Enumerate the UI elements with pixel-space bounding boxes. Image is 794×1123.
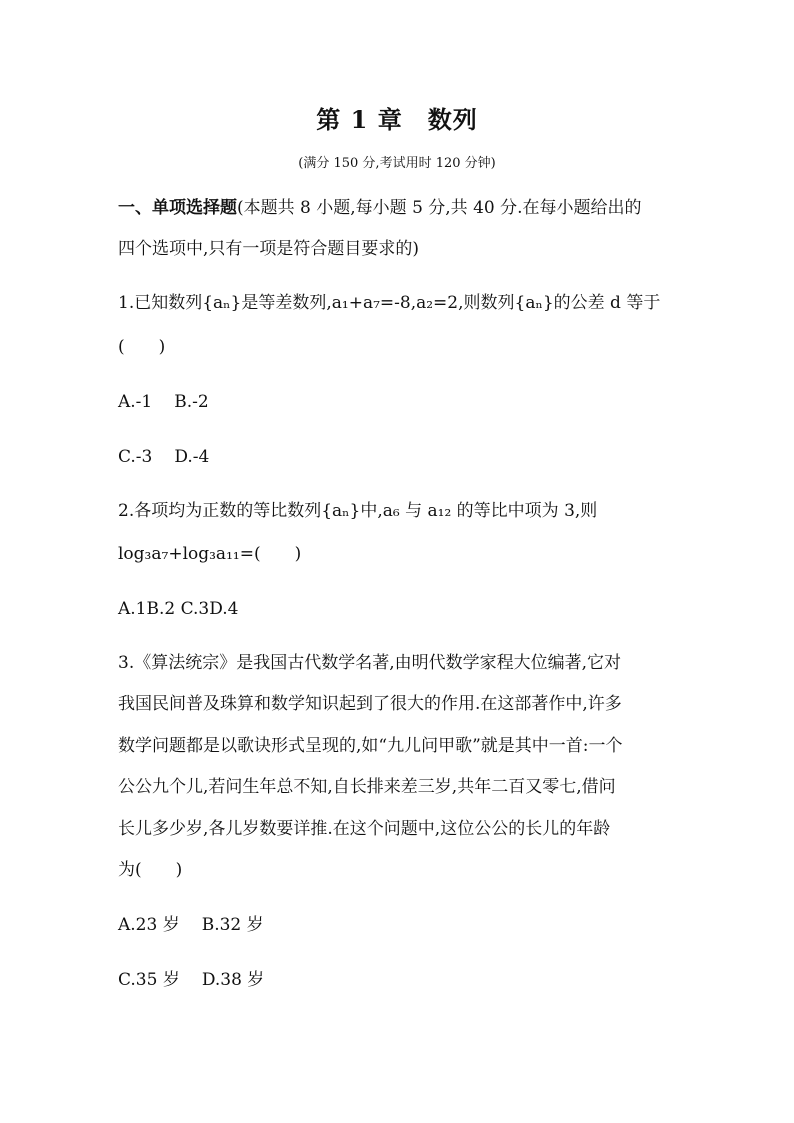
question-3-options-row2	[118, 969, 678, 991]
page-subtitle: (满分 150 分,考试用时 120 分钟)	[298, 156, 496, 171]
question-1-option-b: B.-2	[174, 392, 209, 412]
question-3-stem-line5: 长儿多少岁,各儿岁数要详推.在这个问题中,这位公公的长儿的年龄	[118, 819, 611, 839]
section-description-line1: (本题共 8 小题,每小题 5 分,共 40 分.在每小题给出的	[237, 198, 642, 218]
question-3-stem-line1: 3.《算法统宗》是我国古代数学名著,由明代数学家程大位编著,它对	[118, 653, 622, 673]
question-1-option-a: A.-1	[118, 392, 153, 412]
question-2-options: A.1B.2 C.3D.4	[118, 599, 239, 619]
question-1-stem-line2: ( )	[118, 337, 166, 357]
question-3-stem-line4: 公公九个儿,若问生年总不知,自长排来差三岁,共年二百又零七,借问	[118, 777, 616, 797]
question-3-options-row1	[118, 914, 678, 936]
question-2-stem-line1: 2.各项均为正数的等比数列{aₙ}中,a₆ 与 a₁₂ 的等比中项为 3,则	[118, 501, 598, 521]
section-header-line1	[118, 197, 678, 219]
question-3-option-b: B.32 岁	[201, 915, 264, 935]
question-1-option-d: D.-4	[174, 447, 210, 467]
question-2-stem-line2: log₃a₇+log₃a₁₁=( )	[118, 544, 302, 564]
section-description-line2: 四个选项中,只有一项是符合题目要求的)	[118, 239, 420, 259]
question-3-stem-line2: 我国民间普及珠算和数学知识起到了很大的作用.在这部著作中,许多	[118, 694, 622, 714]
question-1-options-row2	[118, 446, 678, 468]
question-1-options-row1	[118, 391, 678, 413]
page-title: 第 1 章 数列	[316, 105, 478, 134]
question-3-option-d: D.38 岁	[201, 970, 265, 990]
question-1-stem-line1: 1.已知数列{aₙ}是等差数列,a₁+a₇=-8,a₂=2,则数列{aₙ}的公差 d 等于	[118, 293, 661, 313]
question-3-option-c: C.35 岁	[118, 970, 180, 990]
section-heading: 一、单项选择题	[118, 198, 237, 218]
question-3-option-a: A.23 岁	[118, 915, 180, 935]
question-3-stem-line3: 数学问题都是以歌诀形式呈现的,如“九儿问甲歌”就是其中一首:一个	[118, 736, 623, 756]
question-1-option-c: C.-3	[118, 447, 153, 467]
question-3-stem-line6: 为( )	[118, 860, 183, 880]
